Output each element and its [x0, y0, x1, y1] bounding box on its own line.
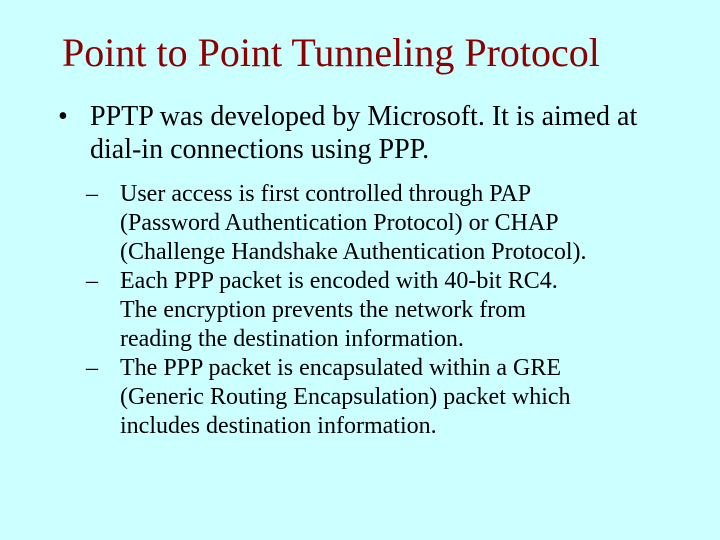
sub-bullet-line: The encryption prevents the network from [120, 297, 526, 323]
sub-bullet-list [86, 180, 696, 441]
sub-bullet-line: The PPP packet is encapsulated within a GRE [120, 355, 562, 381]
dash-marker: – [86, 355, 98, 381]
sub-bullet-line: User access is first controlled through PAP [120, 181, 532, 207]
sub-bullet-2 [86, 267, 696, 354]
dash-marker: – [86, 268, 98, 294]
sub-bullet-line: (Generic Routing Encapsulation) packet which [120, 384, 571, 410]
sub-bullet-3 [86, 354, 696, 441]
main-bullet-text: PPTP was developed by Microsoft. It is aimed at dial-in connections using PPP. [90, 101, 638, 165]
dash-marker: – [86, 181, 98, 207]
bullet-marker: • [58, 101, 68, 132]
sub-bullet-line: reading the destination information. [120, 326, 464, 352]
main-bullet [58, 100, 678, 166]
sub-bullet-1 [86, 180, 696, 267]
slide-title: Point to Point Tunneling Protocol [62, 30, 600, 75]
sub-bullet-line: Each PPP packet is encoded with 40-bit RC4. [120, 268, 558, 294]
sub-bullet-line: includes destination information. [120, 413, 437, 439]
sub-bullet-line: (Password Authentication Protocol) or CHAP [120, 210, 559, 236]
sub-bullet-line: (Challenge Handshake Authentication Protocol). [120, 239, 587, 265]
